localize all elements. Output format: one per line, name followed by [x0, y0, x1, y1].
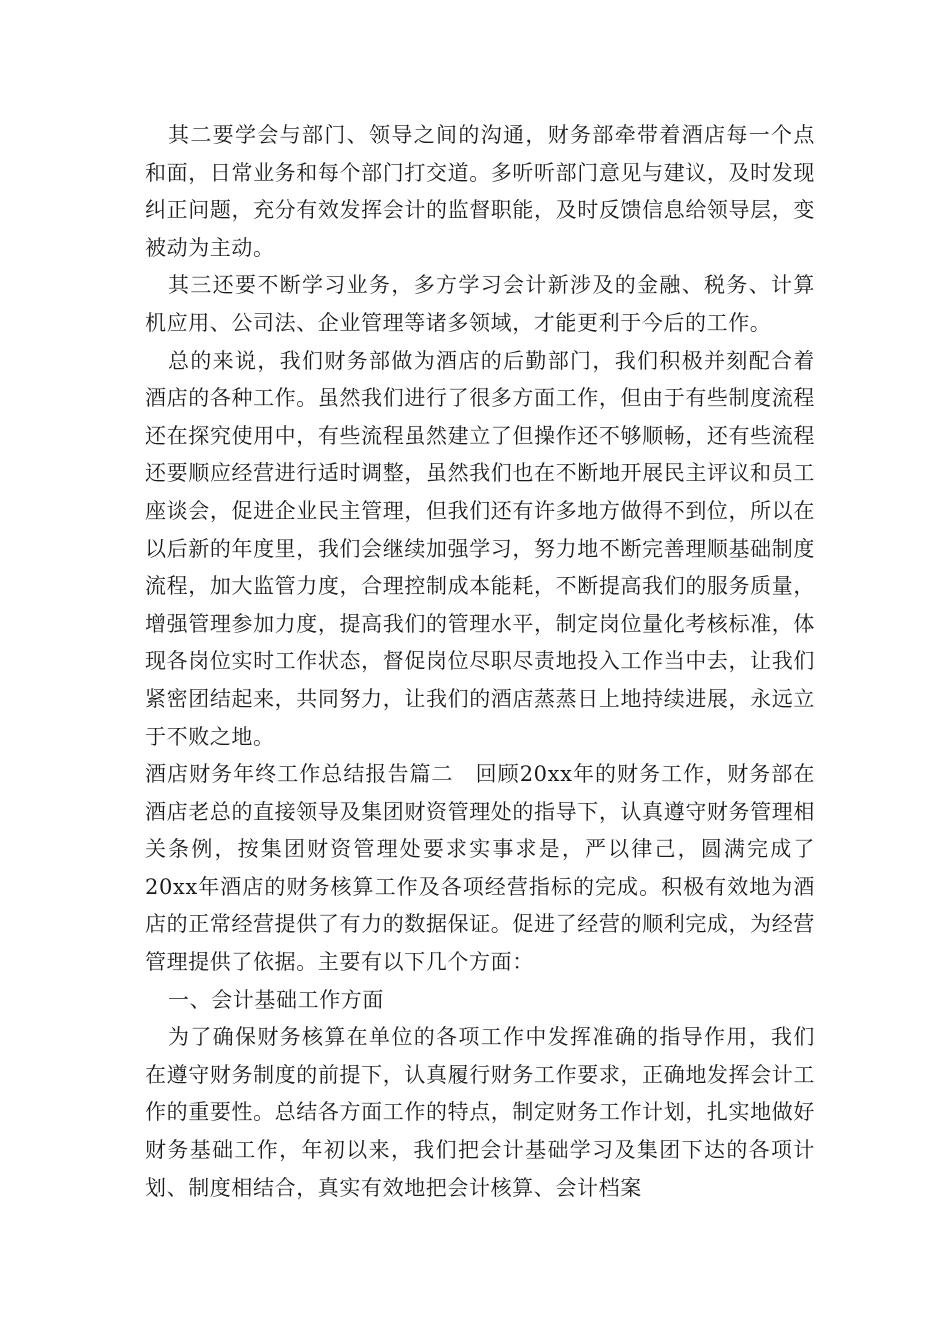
paragraph-summary: 总的来说，我们财务部做为酒店的后勤部门，我们积极并刻配合着酒店的各种工作。虽然我们进行了很多方面工作，但由于有些制度流程还在探究使用中，有些流程虽然建立了但操作还不够顺畅，还有些流程还要顺应经营进行适时调整，虽然我们也在不断地开展民主评议和员工座谈会，促进企业民主管理，但我们还有许多地方做得不到位，所以在以后新的年度里，我们会继续加强学习，努力地不断完善理顺基础制度流程，加大监管力度，合理控制成本能耗，不断提高我们的服务质量，增强管理参加力度，提高我们的管理水平，制定岗位量化考核标准，体现各岗位实时工作状态，督促岗位尽职尽责地投入工作当中去，让我们紧密团结起来，共同努力，让我们的酒店蒸蒸日上地持续进展，永远立于不败之地。 — [145, 348, 815, 749]
paragraph-learning: 其三还要不断学习业务，多方学习会计新涉及的金融、税务、计算机应用、公司法、企业管理等诸多领域，才能更利于今后的工作。 — [145, 273, 815, 335]
paragraph-communication: 其二要学会与部门、领导之间的沟通，财务部牵带着酒店每一个点和面，日常业务和每个部门打交道。多听听部门意见与建议，及时发现纠正问题，充分有效发挥会计的监督职能，及时反馈信息给领导层，变被动为主动。 — [145, 123, 815, 260]
section-heading-accounting-basics: 一、会计基础工作方面 — [168, 987, 384, 1012]
document-body — [145, 117, 815, 1207]
paragraph-report-two: 酒店财务年终工作总结报告篇二 回顾20xx年的财务工作，财务部在酒店老总的直接领导及集团财资管理处的指导下，认真遵守财务管理相关条例，按集团财资管理处要求实事求是，严以律己，圆满完成了20xx年酒店的财务核算工作及各项经营指标的完成。积极有效地为酒店的正常经营提供了有力的数据保证。促进了经营的顺利完成，为经营管理提供了依据。主要有以下几个方面： — [145, 762, 815, 975]
paragraph-accounting-basics: 为了确保财务核算在单位的各项工作中发挥准确的指导作用，我们在遵守财务制度的前提下，认真履行财务工作要求，正确地发挥会计工作的重要性。总结各方面工作的特点，制定财务工作计划，扎实地做好财务基础工作，年初以来，我们把会计基础学习及集团下达的各项计划、制度相结合，真实有效地把会计核算、会计档案 — [145, 1025, 815, 1200]
